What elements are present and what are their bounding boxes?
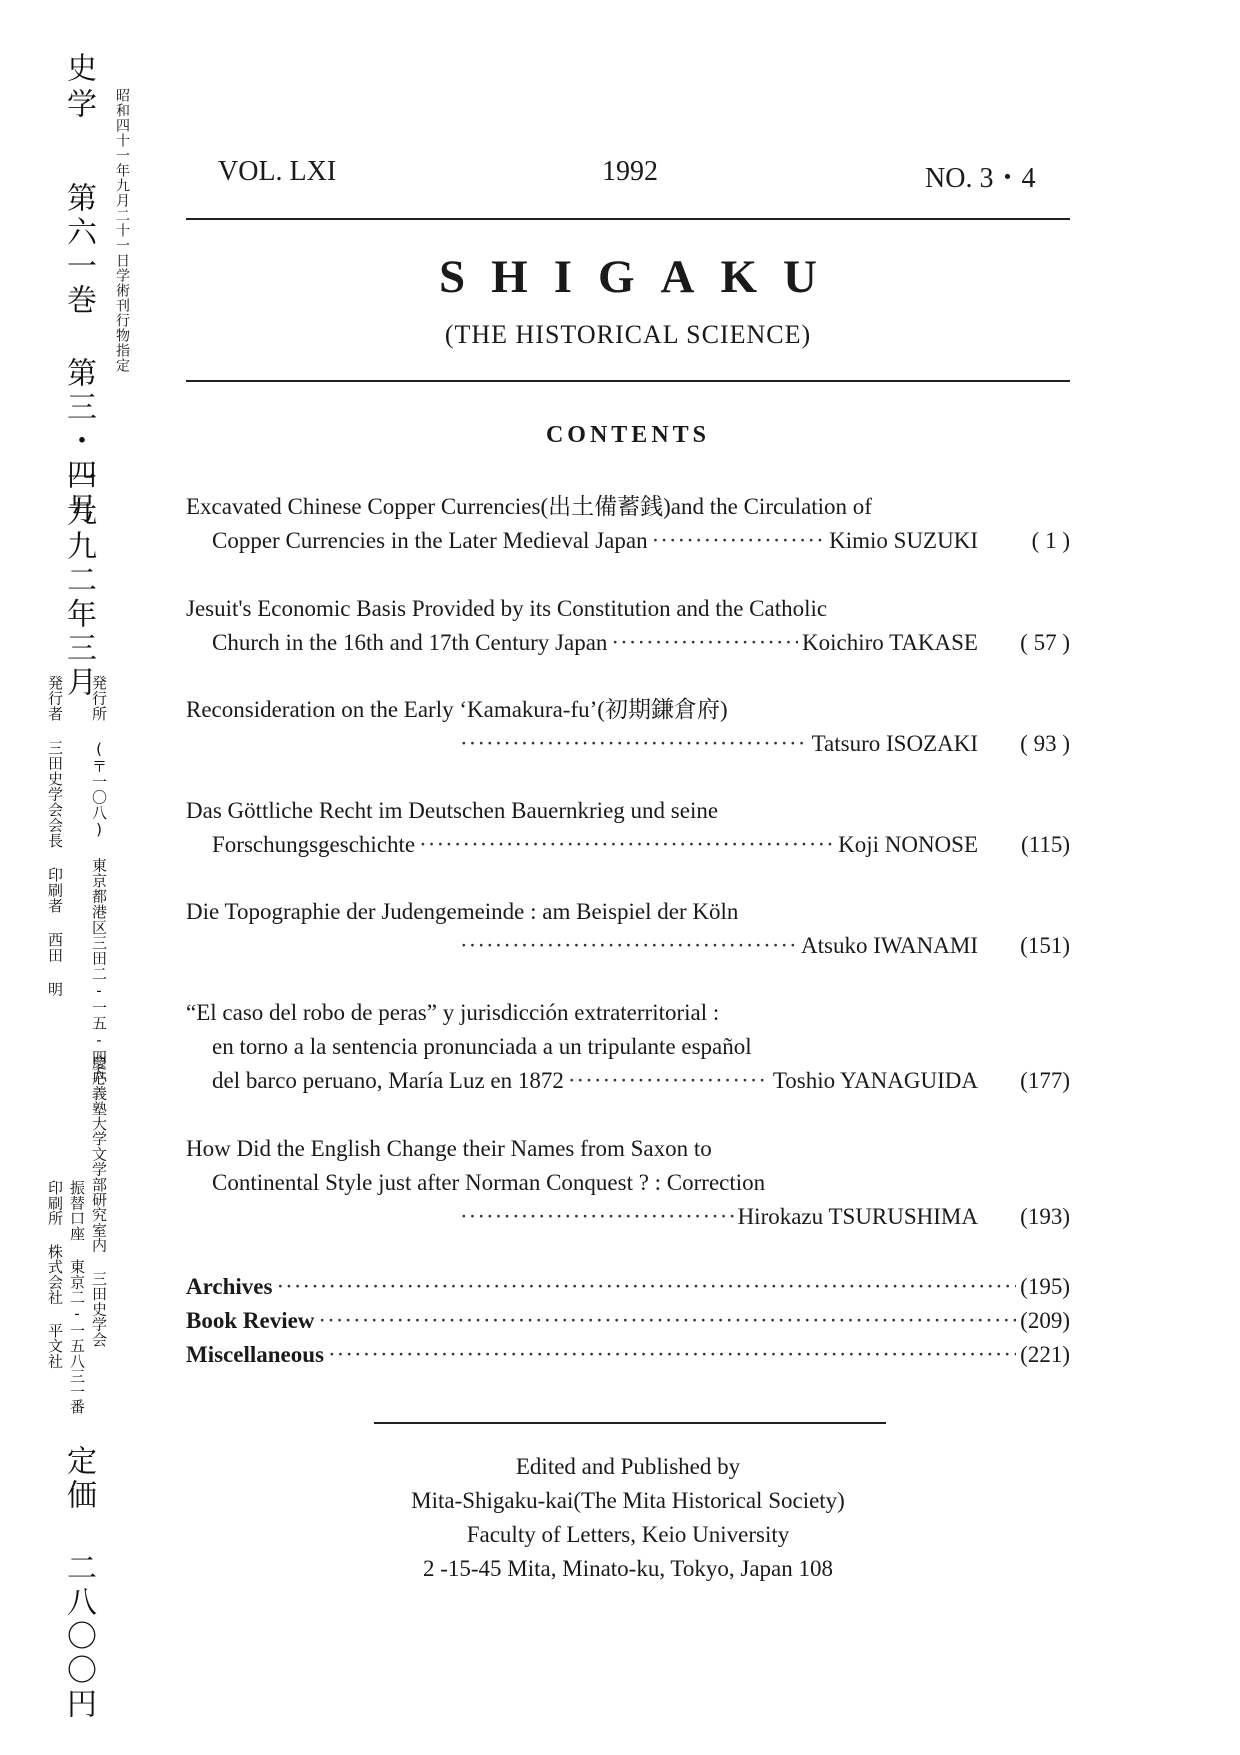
contents-heading: CONTENTS: [545, 422, 711, 448]
entry-title-line: Copper Currencies in the Later Medieval Japan: [212, 528, 648, 553]
dot-leader: [318, 1304, 1016, 1338]
entry-title-line: Continental Style just after Norman Conquest ? : Correction: [212, 1170, 766, 1195]
entry-author-line: [186, 1200, 1070, 1234]
entry-author: Kimio SUZUKI: [829, 528, 978, 553]
entry-title-line: Church in the 16th and 17th Century Japan: [212, 630, 608, 655]
section-page: (209): [1020, 1308, 1070, 1333]
entry-title-line: Reconsideration on the Early ‘Kamakura-fu’(初期鎌倉府): [186, 697, 728, 722]
issue-number-label: NO. 3・4: [925, 163, 1036, 194]
spine-transfer-account: 振替口座 東京二-一五八三一番: [68, 1180, 86, 1414]
entry-page: (115): [1021, 832, 1070, 857]
publisher-line: Edited and Published by: [515, 1454, 741, 1479]
year-label: 1992: [602, 156, 658, 187]
spine-publisher: 発行者 三田史学会会長 印刷者 西田 明: [46, 675, 64, 997]
entry-author-line: [186, 929, 1070, 963]
toc-entry: [186, 592, 1070, 660]
header-rule: [186, 218, 1070, 220]
section-miscellaneous: [186, 1338, 1070, 1372]
publisher-line: Mita-Shigaku-kai(The Mita Historical Society): [411, 1488, 845, 1513]
spine-volume-issue: 第六一巻 第三・四号: [61, 182, 96, 527]
dot-leader: [611, 626, 798, 660]
entry-title-line: “El caso del robo de peras” y jurisdicción extraterritorial :: [186, 1000, 720, 1025]
toc-entry: [186, 1132, 1070, 1234]
dot-leader: [419, 828, 834, 862]
entry-page: ( 93 ): [1020, 731, 1070, 756]
entry-title-line: Jesuit's Economic Basis Provided by its Constitution and the Catholic: [186, 596, 828, 621]
entry-title-line: del barco peruano, María Luz en 1872: [212, 1068, 564, 1093]
dot-leader: [460, 727, 808, 761]
dot-leader: [276, 1270, 1016, 1304]
entry-title-line: Excavated Chinese Copper Currencies(出土備蓄銭)and the Circulation of: [186, 494, 872, 519]
entry-author: Koji NONOSE: [838, 832, 978, 857]
entry-title-line: Forschungsgeschichte: [212, 832, 416, 857]
toc-entry: [186, 693, 1070, 761]
section-archives: [186, 1270, 1070, 1304]
entry-author-line: [186, 524, 1070, 558]
dot-leader: [568, 1064, 769, 1098]
entry-author: Hirokazu TSURUSHIMA: [737, 1204, 978, 1229]
volume-label: VOL. LXI: [218, 156, 337, 187]
toc-entry: [186, 794, 1070, 862]
entry-author: Toshio YANAGUIDA: [772, 1068, 978, 1093]
entry-author: Atsuko IWANAMI: [801, 933, 978, 958]
entry-title-line: How Did the English Change their Names from Saxon to: [186, 1136, 712, 1161]
entry-page: ( 57 ): [1020, 630, 1070, 655]
toc-entry: [186, 490, 1070, 558]
section-label: Miscellaneous: [186, 1342, 324, 1367]
spine-publication-date: 一九九二年三月: [61, 462, 96, 700]
spine-registration-note: 昭和四十一年九月二十一日学術刊行物指定: [114, 88, 130, 373]
entry-title-line: en torno a la sentencia pronunciada a un tripulante español: [212, 1034, 752, 1059]
entry-author-line: [186, 626, 1070, 660]
dot-leader: [328, 1338, 1016, 1372]
section-page: (195): [1020, 1274, 1070, 1299]
journal-title: SHIGAKU: [439, 251, 843, 303]
section-book-review: [186, 1304, 1070, 1338]
entry-author: Tatsuro ISOZAKI: [811, 731, 978, 756]
entry-page: ( 1 ): [1031, 528, 1070, 553]
journal-subtitle: (THE HISTORICAL SCIENCE): [444, 320, 812, 349]
title-rule: [186, 380, 1070, 382]
entry-title-line: Die Topographie der Judengemeinde : am Beispiel der Köln: [186, 899, 739, 924]
toc-sections: [186, 1270, 1070, 1372]
entry-author-line: [186, 828, 1070, 862]
entry-author-line: [186, 1064, 1070, 1098]
spine-journal-title: 史学: [61, 52, 96, 124]
section-label: Archives: [186, 1274, 273, 1299]
dot-leader: [652, 524, 826, 558]
section-label: Book Review: [186, 1308, 315, 1333]
entry-author-line: [186, 727, 1070, 761]
footer-rule: [374, 1422, 886, 1424]
spine-publishing-office: 発行所 (〒一〇八) 東京都港区三田二-一五-四五: [90, 675, 108, 1081]
entry-page: (151): [1020, 933, 1070, 958]
entry-page: (193): [1020, 1204, 1070, 1229]
spine-address-office: 慶応義塾大学文学部研究室内 三田史学会: [90, 1055, 108, 1347]
publisher-line: Faculty of Letters, Keio University: [466, 1522, 790, 1547]
entry-author: Koichiro TAKASE: [802, 630, 978, 655]
publisher-block: [186, 1450, 1070, 1586]
entry-page: (177): [1020, 1068, 1070, 1093]
dot-leader: [460, 1200, 734, 1234]
toc-entry: [186, 996, 1070, 1098]
section-page: (221): [1020, 1342, 1070, 1367]
entry-title-line: Das Göttliche Recht im Deutschen Bauernkrieg und seine: [186, 798, 719, 823]
publisher-line: 2 -15-45 Mita, Minato-ku, Tokyo, Japan 108: [422, 1556, 833, 1581]
spine-printer: 印刷所 株式会社 平文社: [46, 1180, 64, 1369]
dot-leader: [460, 929, 797, 963]
toc-entry: [186, 895, 1070, 963]
spine-price: 定価 二八〇〇円: [61, 1445, 96, 1722]
